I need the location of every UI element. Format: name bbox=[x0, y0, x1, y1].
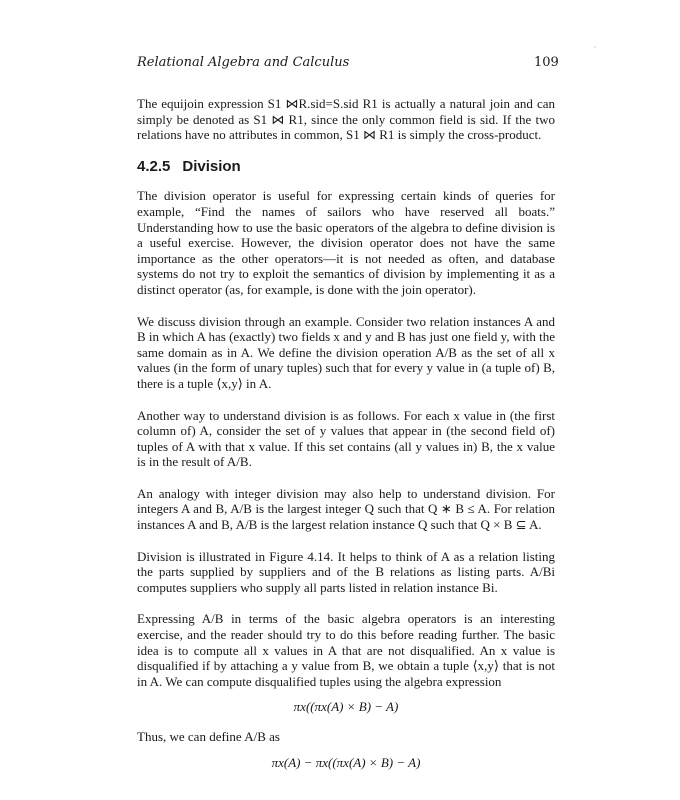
running-head-title: Relational Algebra and Calculus bbox=[137, 55, 350, 70]
paragraph-division-alternative: Another way to understand division is as follows. For each x value in (the first column of) A, consider the set of y values that appear in (the second field of) tuples of A with that x value. If this set contains (all y values in) B, the x value is in the result of A/B. bbox=[137, 407, 555, 470]
paragraph-equijoin: The equijoin expression S1 ⋈R.sid=S.sid R1 is actually a natural join and can simply be denoted as S1 ⋈ R1, since the only common field is sid. If the two relations have no attributes in common, S1 ⋈ R1 is simply the cross-product. bbox=[137, 96, 555, 143]
section-heading bbox=[137, 159, 555, 175]
paragraph-division-definition: We discuss division through an example. Consider two relation instances A and B in which A has (exactly) two fields x and y and B has just one field y, with the same domain as in A. We define the division operation A/B as the set of all x values (in the form of unary tuples) such that for every y value in (a tuple of) B, there is a tuple ⟨x,y⟩ in A. bbox=[137, 313, 555, 391]
section-title: Division bbox=[182, 157, 241, 175]
section-number: 4.2.5 bbox=[137, 157, 171, 175]
paragraph-integer-analogy: An analogy with integer division may also help to understand division. For integers A and B, A/B is the largest integer Q such that Q ∗ B ≤ A. For relation instances A and B, A/B is the largest relation instance Q such that Q × B ⊆ A. bbox=[137, 485, 555, 533]
paragraph-figure-reference: Division is illustrated in Figure 4.14. It helps to think of A as a relation listing the parts supplied by suppliers and of the B relations as listing parts. A/Bi computes suppliers who supply all parts listed in relation instance Bi. bbox=[137, 548, 555, 595]
corner-mark: ' bbox=[594, 45, 597, 54]
paragraph-disqualified: Expressing A/B in terms of the basic algebra operators is an interesting exercise, and the reader should try to do this before reading further. The basic idea is to compute all x values in A that are not disqualified. An x value is disqualified if by attaching a y value from B, we obtain a tuple ⟨x,y⟩ that is not in A. We can compute disqualified tuples using the algebra expression bbox=[137, 611, 555, 689]
formula-disqualified: πx((πx(A) × B) − A) bbox=[293, 699, 399, 715]
paragraph-transition: Thus, we can define A/B as bbox=[137, 729, 280, 744]
page-number: 109 bbox=[534, 55, 559, 70]
body-text bbox=[137, 96, 555, 784]
formula-division: πx(A) − πx((πx(A) × B) − A) bbox=[271, 754, 421, 770]
paragraph-division-intro: The division operator is useful for expressing certain kinds of queries for example, “Find the names of sailors who have reserved all boats.” Understanding how to use the basic operators of the algebra to define division is a useful exercise. However, the division operator does not have the same importance as the other operators—it is not needed as often, and database systems do not try to exploit the semantics of division by implementing it as a distinct operator (as, for example, is done with the join operator). bbox=[137, 188, 555, 297]
